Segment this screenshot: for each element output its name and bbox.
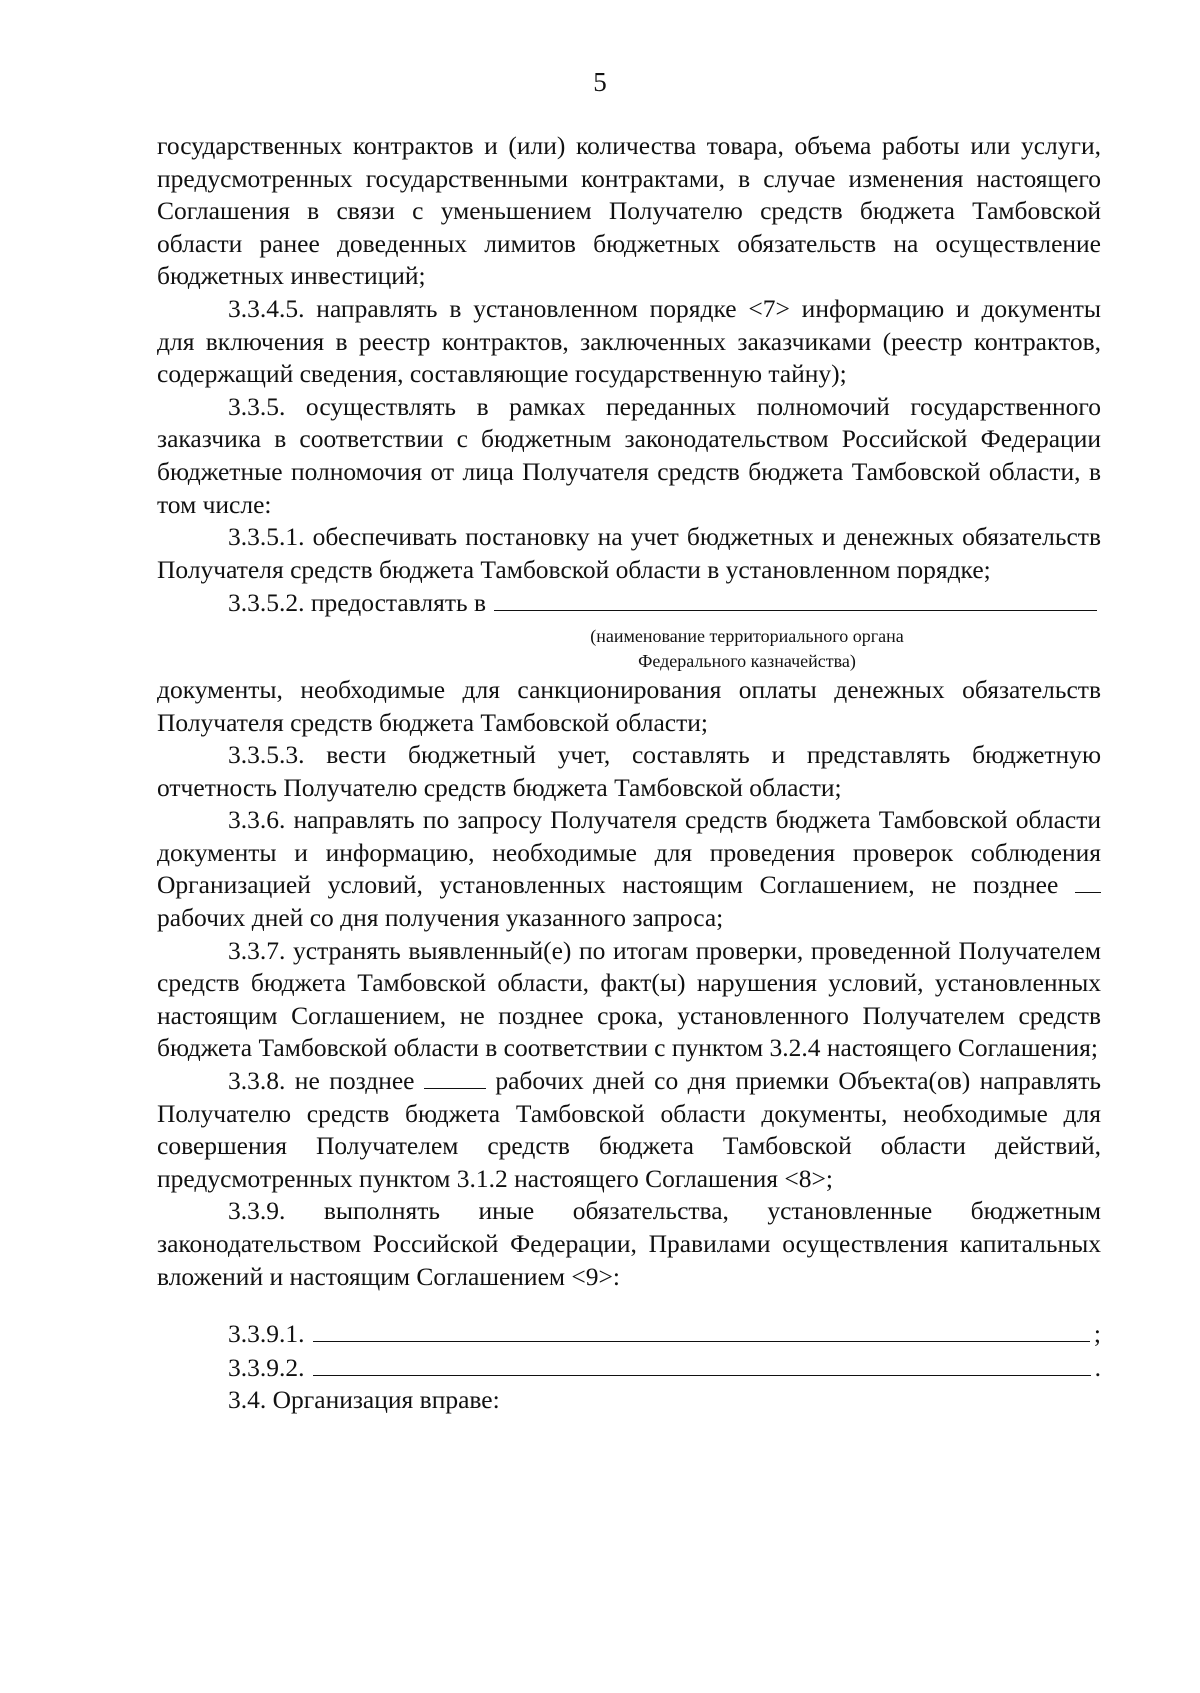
- paragraph-3-4: 3.4. Организация вправе:: [228, 1385, 500, 1415]
- paragraph-3-3-5-2-continuation: документы, необходимые для санкционирования оплаты денежных обязательств Получателя средств бюджета Тамбовской области;: [157, 674, 1101, 737]
- item-3-3-9-2-end: .: [1094, 1352, 1101, 1382]
- treasury-body-blank: [494, 586, 1097, 611]
- days-blank-3-3-8: [424, 1070, 486, 1089]
- paragraph-3-3-5: 3.3.5. осуществлять в рамках переданных полномочий государственного заказчика в соответствии с бюджетным законодательством Российской Федерации бюджетные полномочия от лица Получателя средств бюджета Тамбовской области, в том числе:: [157, 391, 1101, 519]
- vertical-gap: [157, 1293, 1101, 1317]
- paragraph-3-3-5-2-label: 3.3.5.2. предоставлять в: [228, 588, 487, 618]
- paragraph-3-3-8-part-b: рабочих дней со дня приемки Объекта(ов) направлять Получателю средств бюджета Тамбовской области документы, необходимые для совершения Получателем средств бюджета Тамбовской области действий, предусмотренных пунктом 3.1.2 настоящего Соглашения <8>;: [157, 1066, 1101, 1193]
- caption-line-2: Федерального казначейства): [638, 650, 856, 671]
- paragraph-3-3-5-3: 3.3.5.3. вести бюджетный учет, составлять и представлять бюджетную отчетность Получателю средств бюджета Тамбовской области;: [157, 740, 1101, 802]
- document-body: [157, 130, 1101, 1417]
- page-number: 5: [593, 67, 607, 97]
- item-3-3-9-1-end: ;: [1093, 1319, 1101, 1349]
- item-3-3-9-2-label: 3.3.9.2.: [228, 1352, 305, 1382]
- paragraph-3-3-6: [157, 804, 1101, 934]
- item-3-3-9-1-label: 3.3.9.1.: [228, 1319, 305, 1349]
- days-blank-3-3-6: [1075, 874, 1101, 893]
- item-3-3-9-1-blank: [313, 1317, 1090, 1342]
- paragraph-3-3-7: 3.3.7. устранять выявленный(е) по итогам проверки, проведенной Получателем средств бюджета Тамбовской области, факт(ы) нарушения условий, установленных настоящим Соглашением, не позднее срока, установленного Получателем средств бюджета Тамбовской области в соответствии с пунктом 3.2.4 настоящего Соглашения;: [157, 935, 1101, 1063]
- paragraph-contracts-continuation: государственных контрактов и (или) количества товара, объема работы или услуги, предусмотренных государственными контрактами, в случае изменения настоящего Соглашения в связи с уменьшением Получателю средств бюджета Тамбовской области ранее доведенных лимитов бюджетных обязательств на осуществление бюджетных инвестиций;: [157, 131, 1101, 291]
- paragraph-3-3-8: [157, 1065, 1101, 1195]
- paragraph-3-3-6-part-b: рабочих дней со дня получения указанного запроса;: [157, 903, 724, 933]
- treasury-body-caption: [537, 624, 957, 674]
- caption-line-1: (наименование территориального органа: [590, 625, 904, 646]
- item-3-3-9-2-blank: [313, 1351, 1091, 1376]
- paragraph-3-3-5-1: 3.3.5.1. обеспечивать постановку на учет бюджетных и денежных обязательств Получателя средств бюджета Тамбовской области в установленном порядке;: [157, 522, 1101, 584]
- item-3-3-9-2: [157, 1351, 1101, 1385]
- paragraph-3-3-5-2-line: [157, 586, 1101, 620]
- item-3-3-9-1: [157, 1317, 1101, 1351]
- paragraph-3-3-8-part-a: 3.3.8. не позднее: [228, 1066, 415, 1096]
- paragraph-3-3-4-5: 3.3.4.5. направлять в установленном порядке <7> информацию и документы для включения в реестр контрактов, заключенных заказчиками (реестр контрактов, содержащий сведения, составляющие государственную тайну);: [157, 293, 1101, 389]
- paragraph-3-3-9: 3.3.9. выполнять иные обязательства, установленные бюджетным законодательством Российской Федерации, Правилами осуществления капитальных вложений и настоящим Соглашением <9>:: [157, 1196, 1101, 1291]
- paragraph-3-3-6-part-a: 3.3.6. направлять по запросу Получателя средств бюджета Тамбовской области документы и информацию, необходимые для проведения проверок соблюдения Организацией условий, установленных настоящим Соглашением, не позднее: [157, 805, 1101, 900]
